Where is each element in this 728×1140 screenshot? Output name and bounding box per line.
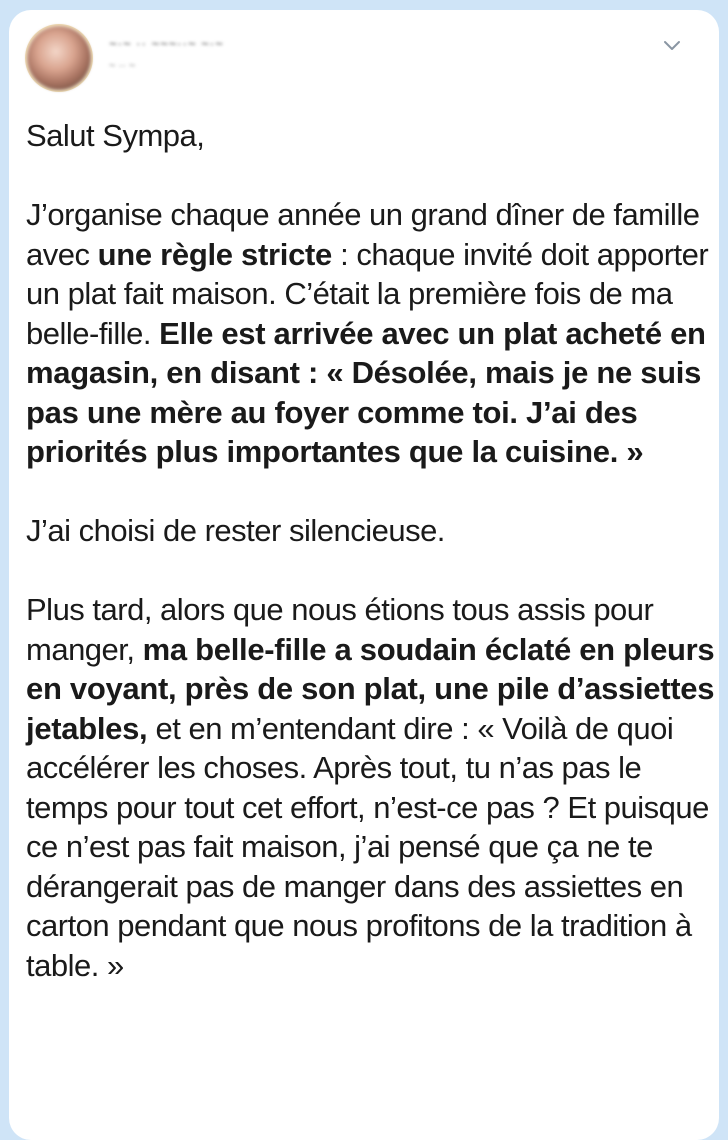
tweet-paragraph-2: J’ai choisi de rester silencieuse.: [26, 513, 445, 548]
tweet-card[interactable]: [9, 10, 719, 1140]
paragraph-3-text-a: Plus tard, alors que nous étions tous assis pour manger,: [26, 592, 654, 667]
user-display-name[interactable]: ~·~ ·· ~~~··~ ~·~: [109, 36, 224, 51]
paragraph-1-text-c: : chaque invité doit apporter un plat fait maison. C’était la première fois de ma belle-fille.: [26, 236, 709, 351]
paragraph-3-bold-reaction: ma belle-fille a soudain éclaté en pleurs en voyant, près de son plat, une pile d’assiettes jetables,: [26, 631, 715, 746]
paragraph-gap: [26, 551, 716, 591]
tweet-paragraph-1: [26, 195, 716, 472]
tweet-text: [26, 116, 716, 985]
tweet-paragraph-3: [26, 590, 716, 985]
paragraph-gap: [26, 156, 716, 196]
paragraph-3-text-c: et en m’entendant dire : « Voilà de quoi accélérer les choses. Après tout, tu n’as pas le temps pour tout cet effort, n’est-ce pas ? Et puisque ce n’est pas fait maison, j’ai pensé que ça ne te dérangerait pas de manger dans des assiettes en carton pendant que nous profitons de la tradition à table. »: [26, 710, 709, 983]
paragraph-gap: [26, 472, 716, 512]
paragraph-1-text-a: J’organise chaque année un grand dîner de famille avec: [26, 197, 700, 272]
tweet-greeting: Salut Sympa,: [26, 118, 205, 153]
paragraph-1-bold-rule: une règle stricte: [97, 236, 332, 272]
paragraph-1-bold-quote: Elle est arrivée avec un plat acheté en magasin, en disant : « Désolée, mais je ne suis pas une mère au foyer comme toi. J’ai des priorités plus importantes que la cuisine. »: [26, 315, 706, 469]
user-handle: ~ ·· ~: [109, 60, 136, 72]
chevron-down-icon[interactable]: [661, 34, 683, 56]
avatar[interactable]: [27, 26, 91, 90]
